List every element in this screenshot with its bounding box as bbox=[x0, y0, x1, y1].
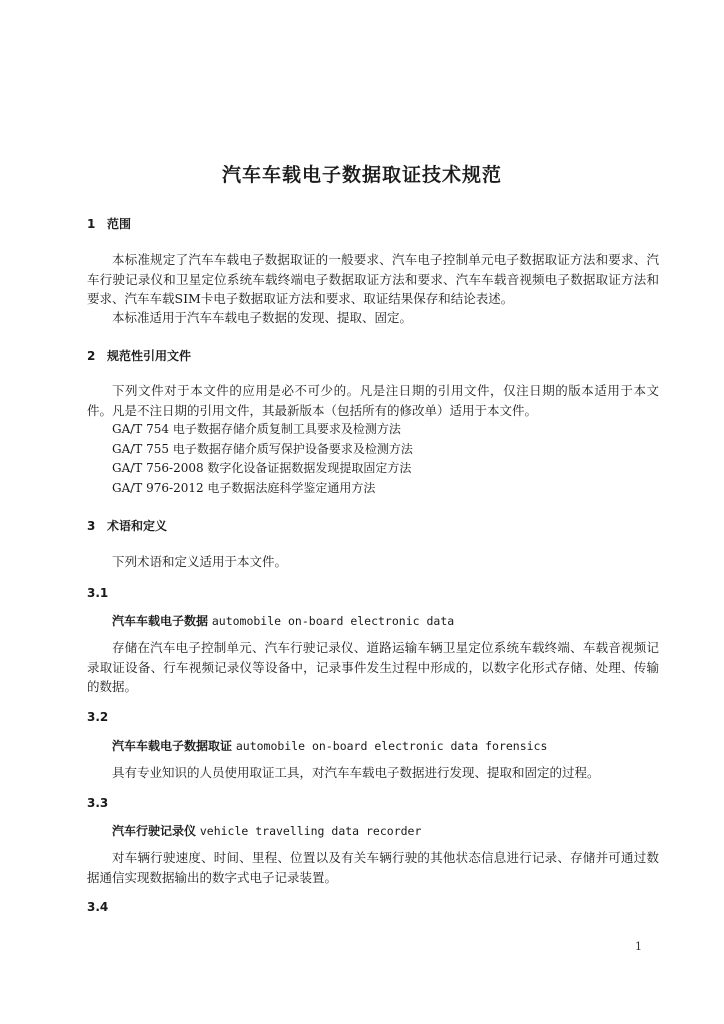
term-definition: 对车辆行驶速度、时间、里程、位置以及有关车辆行驶的其他状态信息进行记录、存储并可通过数据通信实现数据输出的数字式电子记录装置。 bbox=[87, 850, 659, 885]
section-title: 范围 bbox=[107, 217, 132, 231]
term-3-3 bbox=[112, 822, 421, 839]
clause-number: 3.1 bbox=[87, 586, 109, 600]
section-1-paragraph-1: 本标准规定了汽车车载电子数据取证的一般要求、汽车电子控制单元电子数据取证方法和要求、汽车行驶记录仪和卫星定位系统车载终端电子数据取证方法和要求、汽车车载音视频电子数据取证方法和要求、汽车车载SIM卡电子数据取证方法和要求、取证结果保存和结论表述。 bbox=[87, 252, 659, 306]
section-number: 1 bbox=[87, 217, 96, 231]
section-2-heading bbox=[87, 347, 191, 364]
reference-item: GA/T 756-2008 数字化设备证据数据发现提取固定方法 bbox=[112, 461, 412, 475]
section-title: 术语和定义 bbox=[107, 519, 168, 533]
term-definition: 具有专业知识的人员使用取证工具，对汽车车载电子数据进行发现、提取和固定的过程。 bbox=[112, 765, 600, 780]
section-1-heading bbox=[87, 215, 131, 232]
section-title: 规范性引用文件 bbox=[107, 349, 192, 363]
term-definition: 存储在汽车电子控制单元、汽车行驶记录仪、道路运输车辆卫星定位系统车载终端、车载音视频记录取证设备、行车视频记录仪等设备中，记录事件发生过程中形成的，以数字化形式存储、处理、传输的数据。 bbox=[87, 640, 659, 694]
page-number: 1 bbox=[635, 940, 642, 953]
section-number: 3 bbox=[87, 519, 96, 533]
term-3-1 bbox=[112, 612, 454, 629]
term-english: automobile on-board electronic data bbox=[211, 614, 455, 628]
reference-item: GA/T 976-2012 电子数据法庭科学鉴定通用方法 bbox=[112, 481, 376, 495]
clause-number: 3.3 bbox=[87, 796, 109, 810]
term-3-2 bbox=[112, 737, 547, 754]
section-2-intro: 下列文件对于本文件的应用是必不可少的。凡是注日期的引用文件，仅注日期的版本适用于本文件。凡是不注日期的引用文件，其最新版本（包括所有的修改单）适用于本文件。 bbox=[87, 383, 659, 418]
term-chinese: 汽车车载电子数据取证 bbox=[112, 739, 233, 753]
document-title: 汽车车载电子数据取证技术规范 bbox=[221, 164, 502, 186]
reference-item: GA/T 754 电子数据存储介质复制工具要求及检测方法 bbox=[112, 422, 401, 436]
section-number: 2 bbox=[87, 349, 96, 363]
term-english: automobile on-board electronic data forensics bbox=[235, 739, 548, 753]
clause-number: 3.4 bbox=[87, 900, 109, 914]
term-chinese: 汽车车载电子数据 bbox=[112, 614, 209, 628]
section-1-paragraph-2: 本标准适用于汽车车载电子数据的发现、提取、固定。 bbox=[112, 310, 413, 325]
term-chinese: 汽车行驶记录仪 bbox=[112, 824, 197, 838]
section-3-heading bbox=[87, 517, 167, 534]
section-3-intro: 下列术语和定义适用于本文件。 bbox=[112, 554, 288, 569]
term-english: vehicle travelling data recorder bbox=[199, 824, 422, 838]
reference-item: GA/T 755 电子数据存储介质写保护设备要求及检测方法 bbox=[112, 442, 413, 456]
clause-number: 3.2 bbox=[87, 710, 109, 724]
